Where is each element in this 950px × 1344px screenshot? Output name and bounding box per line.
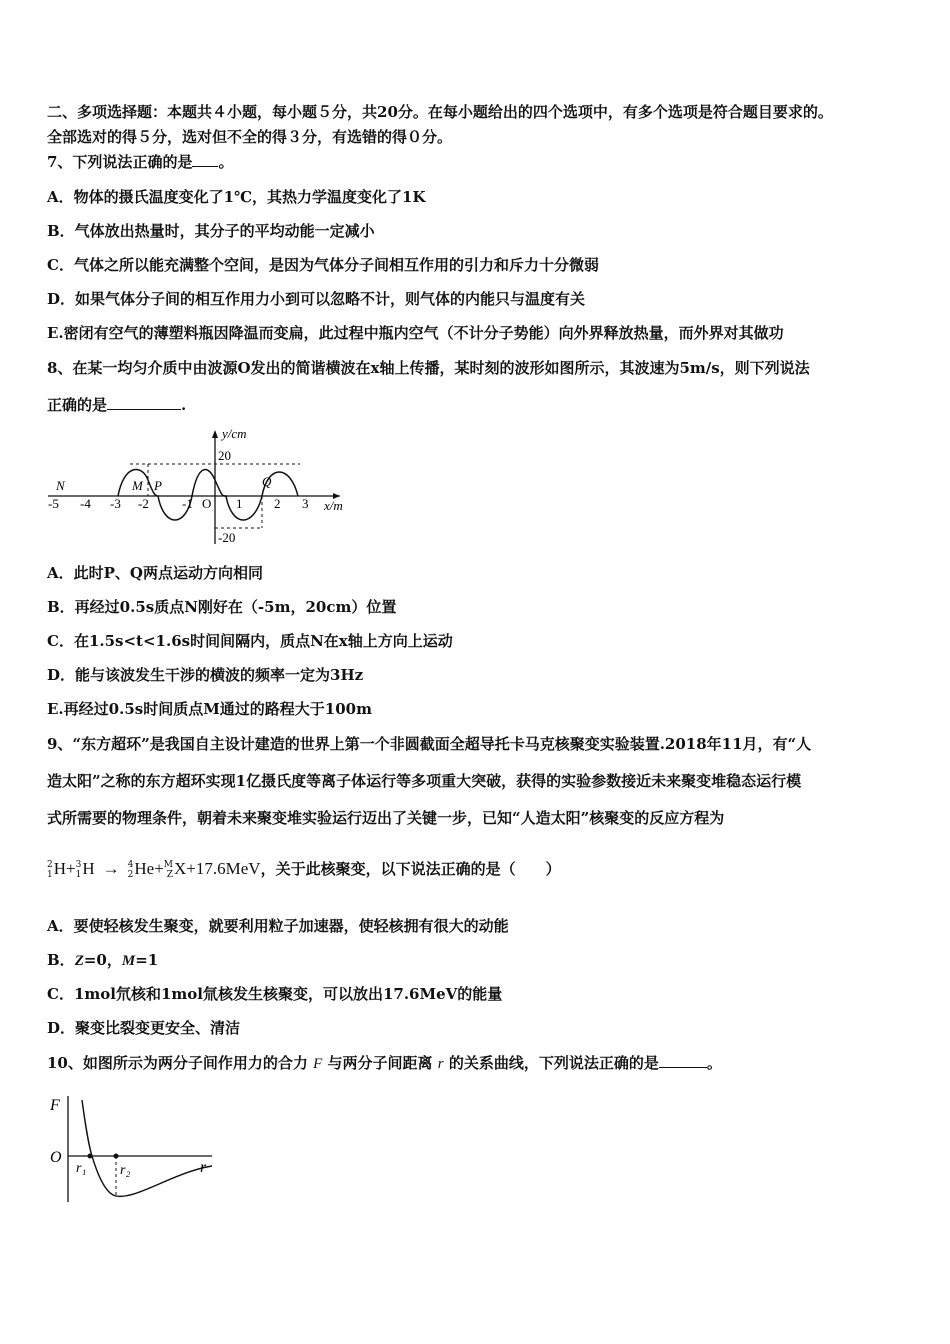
nuclide-4-charge: Z	[166, 870, 173, 880]
q8-wave-figure	[40, 424, 360, 554]
q9-option-b-prefix: B．	[47, 951, 75, 969]
eq-plus-2: +	[154, 859, 164, 878]
f-axis-label: F	[50, 1097, 60, 1114]
tick-label-2: 2	[274, 496, 281, 511]
eq-energy: +17.6MeV	[186, 859, 261, 878]
q8-option-a: A．此时P、Q两点运动方向相同	[47, 564, 263, 582]
amplitude-label-bottom: -20	[218, 530, 236, 545]
section-header-line1: 二、多项选择题：本题共４小题，每小题５分，共20分。在每小题给出的四个选项中，有多个选项是符合题目要求的。	[47, 103, 833, 121]
q10-stem-end: 。	[706, 1054, 722, 1072]
q7-stem	[47, 152, 233, 172]
point-label-p: P	[154, 478, 162, 493]
q7-stem-end: 。	[218, 153, 234, 171]
r-axis-label: r	[200, 1159, 207, 1176]
q10-stem-part3: 的关系曲线，下列说法正确的是	[448, 1054, 659, 1072]
r1-label: r₁	[76, 1161, 87, 1176]
q7-option-d: D．如果气体分子间的相互作用力小到可以忽略不计，则气体的内能只与温度有关	[47, 290, 586, 308]
origin-label: O	[202, 496, 212, 511]
q8-stem-end: .	[181, 396, 187, 414]
q9-option-c: C．1mol氘核和1mol氚核发生核聚变，可以放出17.6MeV的能量	[47, 985, 503, 1003]
point-label-m: M	[132, 478, 143, 493]
q9-option-b-m: M	[121, 953, 136, 969]
r1-point	[88, 1154, 93, 1159]
q8-option-e: E.再经过0.5s时间质点M通过的路程大于100m	[47, 700, 372, 718]
q8-option-b: B．再经过0.5s质点N刚好在（-5m，20cm）位置	[47, 598, 397, 616]
tick-label-neg2: -2	[138, 496, 149, 511]
force-curve	[82, 1100, 212, 1196]
q8-option-c: C．在1.5s<t<1.6s时间间隔内，质点N在x轴上方向上运动	[47, 632, 453, 650]
nuclide-2-mass: 3	[75, 860, 82, 870]
q10-var-r: r	[437, 1056, 444, 1072]
nuclide-1-scripts	[47, 860, 53, 880]
nuclide-3-symbol: He	[134, 859, 155, 878]
eq-plus-1: +	[66, 859, 76, 878]
y-axis-label: y/cm	[222, 426, 247, 441]
q9-option-b-z: Z	[74, 953, 84, 969]
q9-stem-line1: 9、“东方超环”是我国自主设计建造的世界上第一个非圆截面全超导托卡马克核聚变实验装置.2018年11月，有“人	[47, 735, 812, 753]
q10-stem-part2: 与两分子间距离	[327, 1054, 433, 1072]
tick-label-neg5: -5	[48, 496, 59, 511]
q9-option-a: A．要使轻核发生聚变，就要利用粒子加速器，使轻核拥有很大的动能	[47, 917, 509, 935]
q7-option-c: C．气体之所以能充满整个空间，是因为气体分子间相互作用的引力和斥力十分微弱	[47, 256, 599, 274]
q8-stem-line1: 8、在某一均匀介质中由波源O发出的简谐横波在x轴上传播，某时刻的波形如图所示，其波速为5m/s，则下列说法	[47, 359, 810, 377]
nuclide-1-mass: 2	[47, 860, 53, 870]
tick-label-1: 1	[236, 496, 243, 511]
nuclide-3-mass: 4	[127, 860, 134, 870]
y-axis-arrow	[212, 430, 218, 438]
q8-option-d: D．能与该波发生干涉的横波的频率一定为3Hz	[47, 666, 364, 684]
nuclide-4-scripts	[164, 860, 173, 880]
r2-point	[114, 1154, 119, 1159]
nuclide-3-scripts	[128, 860, 134, 880]
q9-stem-line2: 造太阳”之称的东方超环实现1亿摄氏度等离子体运行等多项重大突破，获得的实验参数接近未来聚变堆稳态运行模	[47, 772, 802, 790]
origin-o-label: O	[50, 1149, 62, 1166]
q7-answer-blank	[192, 152, 218, 167]
nuclide-3-charge: 2	[127, 870, 134, 880]
point-label-q: Q	[262, 474, 272, 489]
q7-stem-text: 7、下列说法正确的是	[47, 153, 193, 171]
q10-var-f: F	[313, 1056, 323, 1072]
nuclide-2-symbol: H	[82, 859, 95, 878]
q7-option-a: A．物体的摄氏温度变化了1℃，其热力学温度变化了1K	[47, 188, 426, 206]
q9-option-d: D．聚变比裂变更安全、清洁	[47, 1019, 241, 1037]
q8-stem-line2	[47, 395, 186, 415]
q8-stem-text: 正确的是	[47, 396, 108, 414]
q10-answer-blank	[659, 1053, 707, 1068]
nuclide-2-scripts	[76, 860, 82, 880]
tick-label-neg3: -3	[110, 496, 121, 511]
q9-stem-line3: 式所需要的物理条件，朝着未来聚变堆实验运行迈出了关键一步，已知“人造太阳”核聚变的反应方程为	[47, 809, 725, 827]
tick-label-neg1: -1	[182, 496, 193, 511]
nuclide-1-symbol: H	[53, 859, 67, 878]
nuclide-4-mass: M	[163, 860, 173, 870]
tick-label-neg4: -4	[80, 496, 91, 511]
q9-stem-after-equation: ，关于此核聚变，以下说法正确的是（ ）	[260, 860, 561, 878]
amplitude-label-top: 20	[218, 448, 231, 463]
q10-stem-part1: 10、如图所示为两分子间作用力的合力	[47, 1054, 308, 1072]
point-label-n: N	[56, 478, 65, 493]
q7-option-e: E.密闭有空气的薄塑料瓶因降温而变扁，此过程中瓶内空气（不计分子势能）向外界释放热量，而外界对其做功	[47, 324, 784, 342]
q9-option-b-end: =1	[135, 951, 159, 969]
nuclide-4-symbol: X	[174, 859, 187, 878]
eq-arrow: →	[102, 859, 120, 878]
q9-option-b	[47, 950, 158, 971]
x-axis-label: x/m	[324, 498, 343, 513]
q10-force-figure	[44, 1090, 224, 1208]
fusion-equation	[47, 858, 561, 888]
section-header-line2: 全部选对的得５分，选对但不全的得３分，有选错的得０分。	[47, 128, 453, 146]
nuclide-2-charge: 1	[75, 870, 82, 880]
q10-stem	[47, 1053, 722, 1074]
nuclide-1-charge: 1	[47, 870, 53, 880]
tick-label-3: 3	[302, 496, 309, 511]
q9-option-b-mid: =0，	[83, 951, 122, 969]
r2-label: r₂	[120, 1163, 131, 1178]
q7-option-b: B．气体放出热量时，其分子的平均动能一定减小	[47, 222, 375, 240]
q8-answer-blank	[107, 395, 181, 410]
